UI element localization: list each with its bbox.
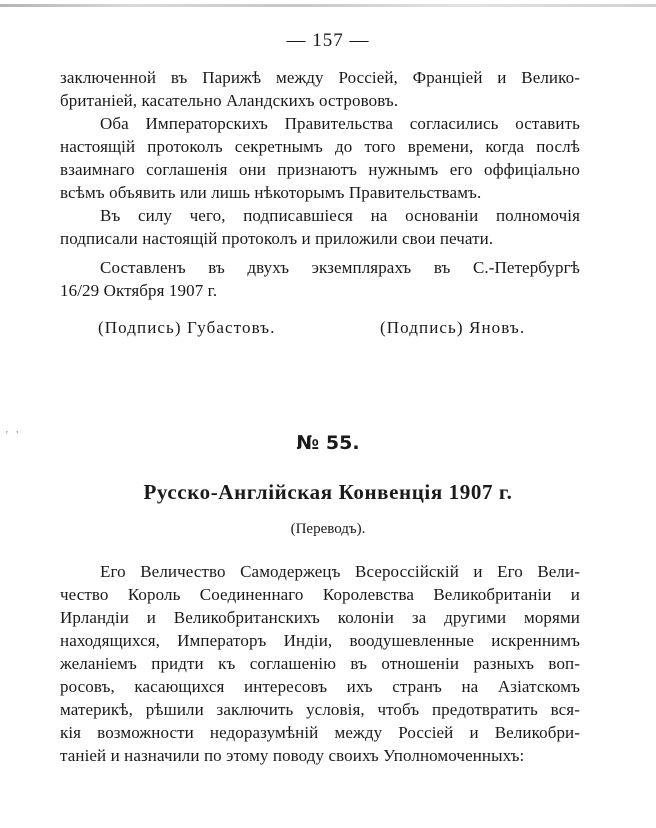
text-line: 16/29 Октября 1907 г.	[60, 281, 218, 300]
text-line: заключенной въ Парижѣ между Россіей, Франціей и Велико-	[60, 68, 580, 87]
text-line: взаимнаго соглашенія они признаютъ нужнымъ его оффиціально	[60, 160, 580, 179]
signature-left: (Подпись) Губастовъ.	[98, 318, 276, 337]
text-line: Оба Императорскихъ Правительства согласились оставить	[100, 114, 580, 133]
page-number: — 157 —	[286, 30, 370, 51]
text-line: Его Величество Самодержецъ Всероссійскій и Его Вели-	[100, 562, 580, 581]
text-line: таніей и назначили по этому поводу своихъ Уполномоченныхъ:	[60, 746, 525, 765]
text-line: чество Король Соединеннаго Королевства Великобританіи и	[60, 585, 580, 604]
text-line: материкѣ, рѣшили заключить условія, чтобъ предотвратить вся-	[60, 700, 580, 719]
text-line: всѣмъ объявить или лишь нѣкоторымъ Правительствамъ.	[60, 183, 482, 202]
text-line: Въ силу чего, подписавшіеся на основаніи полномочія	[100, 206, 580, 225]
paragraph-secrecy	[60, 112, 580, 204]
text-line: Ирландіи и Великобританскихъ колоніи за другими морями	[60, 608, 580, 627]
document-subtitle: (Переводъ).	[290, 521, 366, 537]
paragraph-dated	[60, 256, 580, 302]
text-line: Составленъ въ двухъ экземплярахъ въ С.-Петербургѣ	[100, 258, 580, 277]
paragraph-preamble	[60, 560, 580, 767]
text-line: настоящій протоколъ секретнымъ до того времени, когда послѣ	[60, 137, 580, 156]
text-line: росовъ, касающихся интересовъ ихъ странъ на Азіатскомъ	[60, 677, 580, 696]
document-number: № 55.	[296, 432, 360, 454]
margin-marks: ' '	[6, 430, 22, 441]
text-line: кія возможности недоразумѣній между Россіей и Великобри-	[60, 723, 580, 742]
top-scan-edge	[0, 4, 656, 7]
signature-right: (Подпись) Яновъ.	[380, 318, 526, 337]
text-line: находящихся, Императоръ Индіи, воодушевленные искреннимъ	[60, 631, 580, 650]
text-line: британіей, касательно Аландскихъ острововъ.	[60, 91, 399, 110]
document-title: Русско-Англійская Конвенція 1907 г.	[143, 480, 513, 504]
text-line: желаніемъ придти къ соглашенію въ отношеніи разныхъ воп-	[60, 654, 580, 673]
paragraph-signing	[60, 204, 580, 250]
text-line: подписали настоящій протоколъ и приложили свои печати.	[60, 229, 494, 248]
paragraph-continuation	[60, 66, 580, 112]
